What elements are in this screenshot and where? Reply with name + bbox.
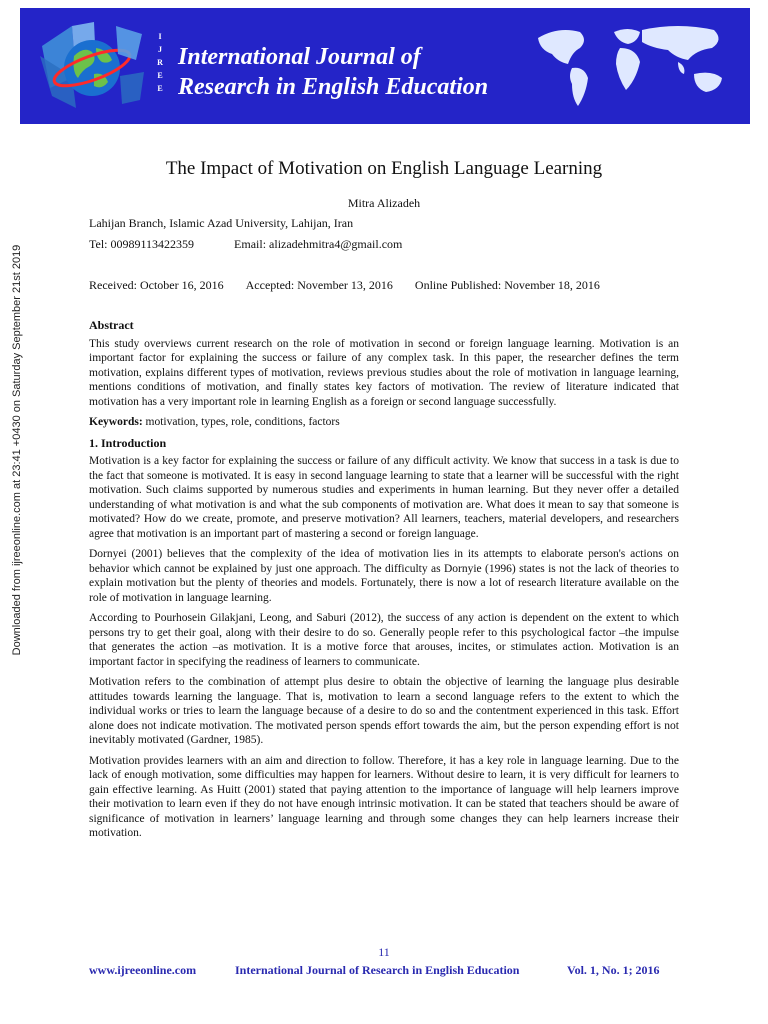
intro-paragraph: Motivation refers to the combination of attempt plus desire to obtain the objective of learning the language plus desirable attitudes towards learning the language. That is, motivation to learn a second language refers to the extent to which the individual works or tries to learn the language because of a desire to do so and the contentment experienced in this task. Effort alone does not indicate motivation. The motivated person spends effort towards the aim, but the person expending effort is not inevitably motivated (Gardner, 1985). bbox=[89, 676, 679, 746]
received-date: Received: October 16, 2016 bbox=[89, 278, 224, 292]
accepted-date: Accepted: November 13, 2016 bbox=[245, 278, 393, 292]
paper-body bbox=[89, 318, 679, 847]
email[interactable]: Email: alizadehmitra4@gmail.com bbox=[234, 237, 403, 251]
intro-paragraph: Motivation provides learners with an aim and direction to follow. Therefore, it has a key role in language learning. Due to the lack of enough motivation, some difficulties may happen for learners. Without desire to learn, it is very difficult for learners to gain effective learning. As Huitt (2001) stated that paying attention to the importance of language will help learners improve their motivation to learn even if they do not have enough intrinsic motivation. It can be stated that teachers should be aware of significance of motivation in learners’ language learning and through some changes they can help learners increase their motivation. bbox=[89, 754, 679, 839]
publication-dates bbox=[89, 277, 622, 293]
author-name: Mitra Alizadeh bbox=[347, 196, 421, 210]
journal-logo-icon bbox=[32, 16, 172, 116]
journal-title-line2: Research in English Education bbox=[178, 74, 489, 100]
world-map-icon bbox=[528, 18, 738, 114]
keywords-list: motivation, types, role, conditions, factors bbox=[142, 416, 340, 428]
keywords bbox=[89, 415, 679, 430]
intro-paragraph: According to Pourhosein Gilakjani, Leong, and Saburi (2012), the success of any action is dependent on the extent to which persons try to get their goal, along with their desire to do so. Generally people refer to this psychological factor –the impulse that generates the action –as motivation. It is a motive force that arouses, incites, or stimulates action. Motivation is an important factor in specifying the readiness of learners to communicate. bbox=[89, 612, 679, 668]
journal-title-line1: International Journal of bbox=[178, 44, 421, 70]
footer-journal-name: International Journal of Research in English Education bbox=[235, 963, 520, 977]
logo-acronym: I J R E E bbox=[157, 32, 163, 93]
journal-banner bbox=[20, 8, 750, 124]
introduction-heading: 1. Introduction bbox=[89, 435, 167, 450]
author-affiliation: Lahijan Branch, Islamic Azad University, Lahijan, Iran bbox=[89, 216, 354, 230]
keywords-label: Keywords: bbox=[89, 416, 143, 428]
footer-website-link[interactable]: www.ijreeonline.com bbox=[89, 963, 197, 977]
published-date: Online Published: November 18, 2016 bbox=[414, 278, 600, 292]
journal-title bbox=[178, 42, 488, 102]
contact-line bbox=[89, 236, 402, 252]
download-watermark: Downloaded from ijreeonline.com at 23:41 +0430 on Saturday September 21st 2019 bbox=[11, 244, 23, 656]
intro-paragraph: Dornyei (2001) believes that the complexity of the idea of motivation lies in its attempts to elaborate person's actions on behavior which cannot be explained by just one approach. The difficulty as Dornyie (1996) states is not the lack of theories to explain motivation but the plenty of theories and models. Fortunately, there is now a lot of research literature available on the role of motivation in language learning. bbox=[89, 548, 679, 604]
page-number: 11 bbox=[378, 945, 390, 959]
telephone: Tel: 00989113422359 bbox=[89, 237, 195, 251]
intro-paragraph: Motivation is a key factor for explaining the success or failure of any difficult activity. We know that success in a task is due to the fact that someone is motivated. It is easy in second language learning to state that a learner will be successful with the right motivation. Such claims supported by numerous studies and experiments in human learning. But they never offer a detailed understanding of what motivation is and what the sub components of motivation are. What does it mean to say that someone is motivated? How do we create, promote, and preserve motivation? All learners, teachers, material developers, and researchers agree that motivation is an important part of mastering a second or foreign language. bbox=[89, 455, 679, 540]
abstract-heading: Abstract bbox=[89, 318, 134, 332]
paper-title: The Impact of Motivation on English Language Learning bbox=[165, 158, 603, 179]
footer-volume: Vol. 1, No. 1; 2016 bbox=[567, 963, 660, 977]
abstract-text: This study overviews current research on the role of motivation in second or foreign language learning. Motivation is an important factor for explaining the success or failure of any complex task. In this paper, the researcher defines the term motivation, explains different types of motivation, reviews previous studies about the role of motivation in language learning, mentions conditions of motivation, and finally states key factors of motivation. The review of literature indicated that motivation has a very important role in learning English as a foreign or second language successfully. bbox=[89, 337, 679, 408]
